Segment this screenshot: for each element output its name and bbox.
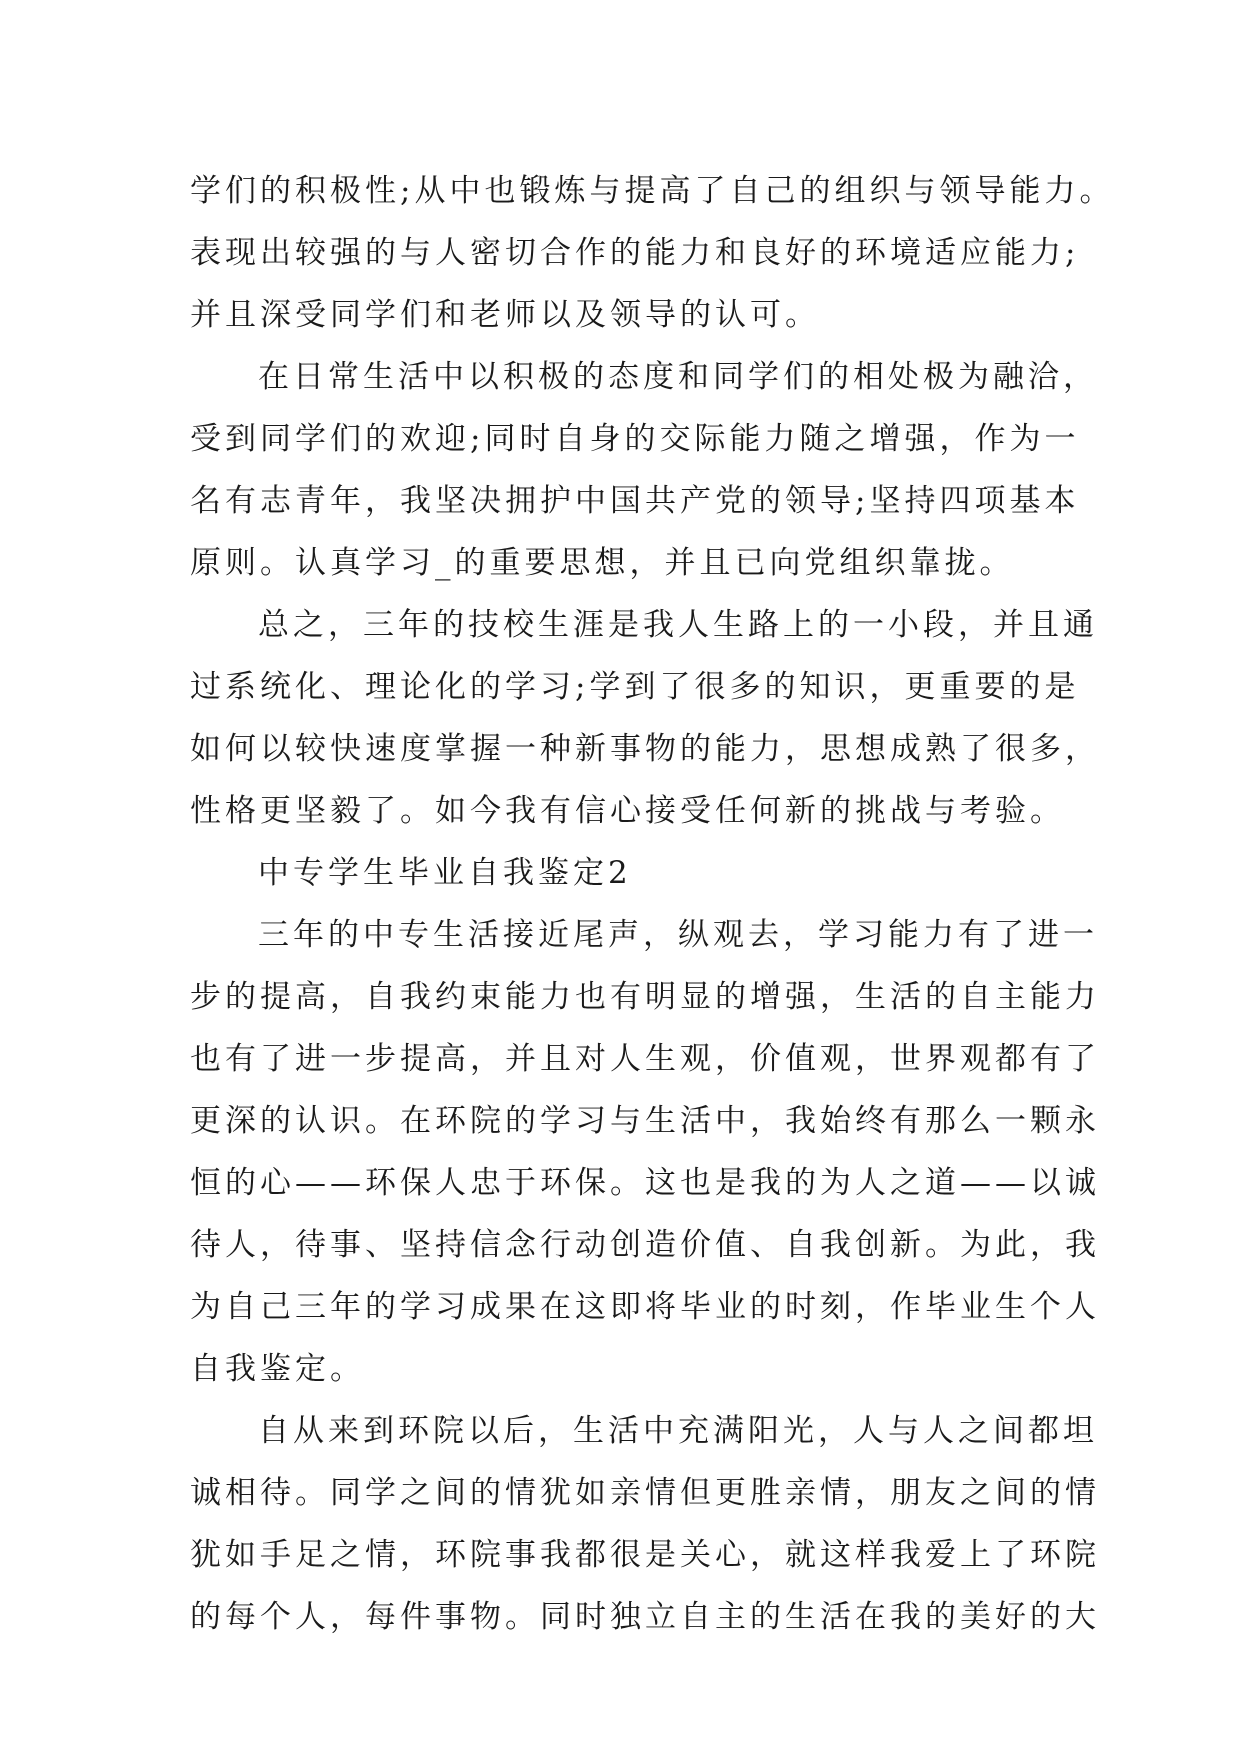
text-line: 也有了进一步提高，并且对人生观，价值观，世界观都有了 (190, 1041, 1100, 1077)
text-line: 名有志青年，我坚决拥护中国共产党的领导;坚持四项基本 (190, 483, 1080, 519)
paragraph-start-line: 在日常生活中以积极的态度和同学们的相处极为融洽， (258, 359, 1098, 395)
text-line: 过系统化、理论化的学习;学到了很多的知识，更重要的是 (190, 669, 1080, 705)
paragraph-start-line: 总之，三年的技校生涯是我人生路上的一小段，并且通 (258, 607, 1098, 643)
text-line: 原则。认真学习_的重要思想，并且已向党组织靠拢。 (190, 545, 1015, 581)
text-line: 如何以较快速度掌握一种新事物的能力，思想成熟了很多， (190, 731, 1100, 767)
text-line: 犹如手足之情，环院事我都很是关心，就这样我爱上了环院 (190, 1537, 1100, 1573)
text-line: 更深的认识。在环院的学习与生活中，我始终有那么一颗永 (190, 1103, 1100, 1139)
text-line: 恒的心——环保人忠于环保。这也是我的为人之道——以诚 (190, 1165, 1100, 1201)
paragraph-start-line: 自从来到环院以后，生活中充满阳光，人与人之间都坦 (258, 1413, 1098, 1449)
text-line: 受到同学们的欢迎;同时自身的交际能力随之增强，作为一 (190, 421, 1080, 457)
text-line: 性格更坚毅了。如今我有信心接受任何新的挑战与考验。 (190, 793, 1065, 829)
section-heading: 中专学生毕业自我鉴定2 (258, 855, 632, 891)
text-line: 学们的积极性;从中也锻炼与提高了自己的组织与领导能力。 (190, 173, 1115, 209)
document-body (190, 160, 1115, 1648)
text-line: 为自己三年的学习成果在这即将毕业的时刻，作毕业生个人 (190, 1289, 1100, 1325)
text-line: 步的提高，自我约束能力也有明显的增强，生活的自主能力 (190, 979, 1100, 1015)
text-line: 的每个人，每件事物。同时独立自主的生活在我的美好的大 (190, 1599, 1100, 1635)
text-line: 待人，待事、坚持信念行动创造价值、自我创新。为此，我 (190, 1227, 1100, 1263)
text-line: 诚相待。同学之间的情犹如亲情但更胜亲情，朋友之间的情 (190, 1475, 1100, 1511)
text-line: 表现出较强的与人密切合作的能力和良好的环境适应能力; (190, 235, 1080, 271)
text-line: 自我鉴定。 (190, 1351, 365, 1387)
text-line: 并且深受同学们和老师以及领导的认可。 (190, 297, 820, 333)
paragraph-start-line: 三年的中专生活接近尾声，纵观去，学习能力有了进一 (258, 917, 1098, 953)
